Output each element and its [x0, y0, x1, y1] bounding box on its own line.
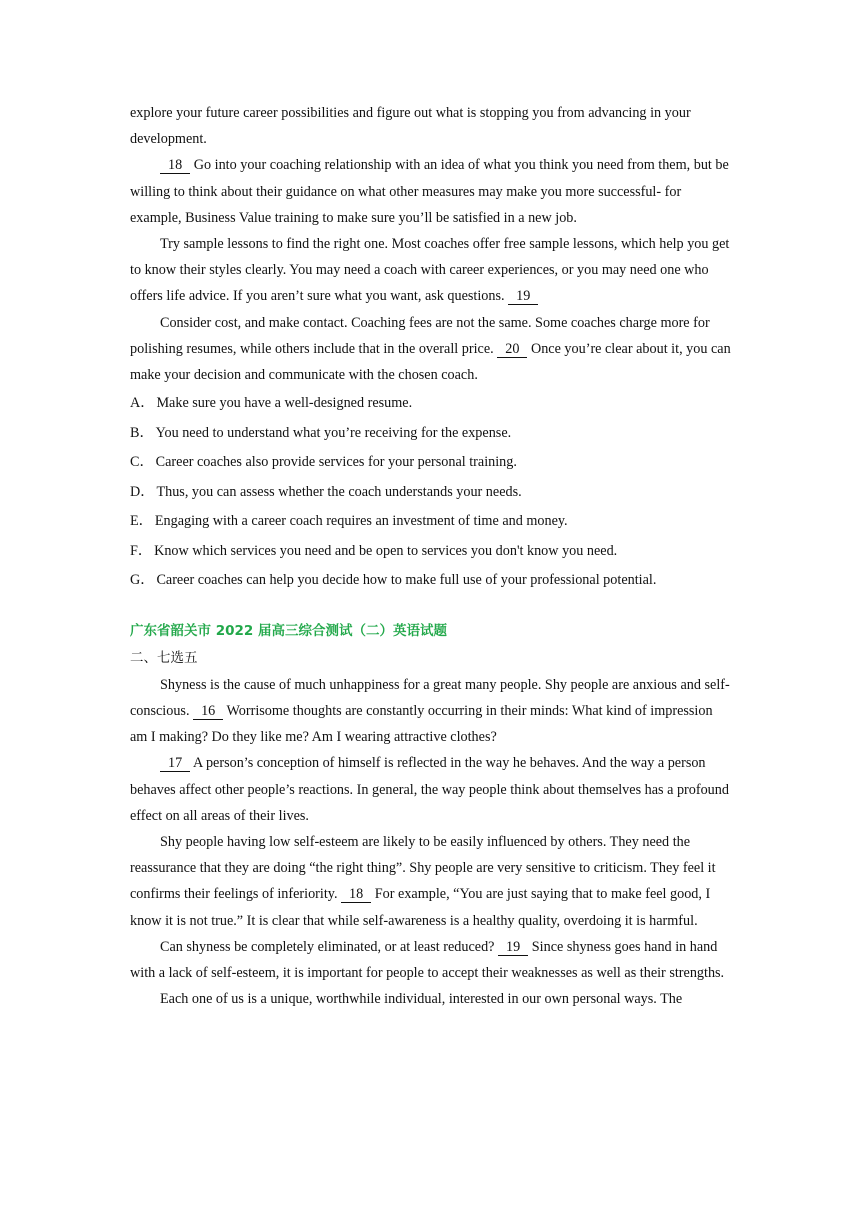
- option-letter: E．: [130, 513, 153, 530]
- paragraph-text-before: Can shyness be completely eliminated, or at least reduced?: [160, 938, 495, 955]
- option-e: [130, 507, 732, 537]
- option-text: Career coaches also provide services for your personal training.: [155, 454, 517, 471]
- option-letter: D．: [130, 483, 155, 500]
- paragraph-text: A person’s conception of himself is reflected in the way he behaves. And the way a person behaves affect other people’s reactions. In general, the way people think about themselves has a profound effect on all areas of their lives.: [130, 755, 729, 824]
- paragraph-text-before: Shy people having low self-esteem are likely to be easily influenced by others. They need the reassurance that they are doing “the right thing”. Shy people are very sensitive to criticism. They feel it confirms their feelings of inferiority.: [130, 833, 716, 903]
- paragraph-text: Go into your coaching relationship with an idea of what you think you need from them, but be willing to think about their guidance on what other measures may make you more successful- for example, Business Value training to make sure you’ll be satisfied in a new job.: [130, 157, 729, 226]
- option-c: [130, 448, 732, 478]
- option-letter: F．: [130, 542, 153, 559]
- blank-18: 18: [160, 157, 190, 174]
- option-letter: A．: [130, 395, 155, 412]
- paragraph-text-after: Worrisome thoughts are constantly occurring in their minds: What kind of impression am I making? Do they like me? Am I wearing attractive clothes?: [130, 702, 713, 746]
- option-letter: C．: [130, 454, 154, 471]
- blank-20: 20: [497, 341, 527, 358]
- paragraph-2-1: [130, 672, 732, 751]
- source-title: 广东省韶关市 2022 届高三综合测试（二）英语试题: [130, 622, 447, 639]
- paragraph-1-4: [130, 310, 732, 389]
- paragraph-2-3: [130, 829, 732, 934]
- section-heading: 二、七选五: [130, 649, 198, 666]
- option-text: Career coaches can help you decide how to make full use of your professional potential.: [156, 572, 657, 589]
- blank-18-b: 18: [341, 886, 371, 903]
- blank-17: 17: [160, 755, 190, 772]
- paragraph-text-after: Once you’re clear about it, you can make your decision and communicate with the chosen coach.: [130, 340, 731, 384]
- option-text: Engaging with a career coach requires an investment of time and money.: [154, 513, 568, 530]
- paragraph-2-4: [130, 934, 732, 986]
- paragraph-2-2: [130, 750, 732, 829]
- paragraph-text-after: For example, “You are just saying that to make feel good, I know it is not true.” It is clear that while self-awareness is a healthy quality, overdoing it is harmful.: [130, 886, 711, 929]
- paragraph-2-5: Each one of us is a unique, worthwhile individual, interested in our own personal ways. The: [160, 991, 683, 1008]
- paragraph-1-1: explore your future career possibilities and figure out what is stopping you from advancing in your development.: [130, 105, 691, 148]
- blank-19-b: 19: [498, 939, 528, 956]
- option-b: [130, 419, 732, 449]
- document-page: [130, 100, 732, 1012]
- option-letter: B．: [130, 424, 154, 441]
- paragraph-text-after: Since shyness goes hand in hand with a lack of self-esteem, it is important for people to accept their weaknesses as well as their strengths.: [130, 938, 725, 981]
- paragraph-1-2: [130, 152, 732, 231]
- option-text: Thus, you can assess whether the coach understands your needs.: [156, 483, 522, 500]
- paragraph-text-before: Consider cost, and make contact. Coaching fees are not the same. Some coaches charge more for polishing resumes, while others include that in the overall price.: [130, 314, 710, 357]
- blank-19: 19: [508, 288, 538, 305]
- option-text: You need to understand what you’re receiving for the expense.: [155, 424, 512, 441]
- option-g: [130, 566, 732, 596]
- option-text: Make sure you have a well-designed resume.: [156, 395, 413, 412]
- option-f: [130, 537, 732, 567]
- blank-16: 16: [193, 703, 223, 720]
- option-text: Know which services you need and be open to services you don't know you need.: [154, 542, 618, 559]
- options-list: [130, 389, 732, 596]
- option-d: [130, 478, 732, 508]
- paragraph-text: Try sample lessons to find the right one. Most coaches offer free sample lessons, which help you get to know their styles clearly. You may need a coach with career experiences, or you may need one who offers life advice. If you aren’t sure what you want, ask questions.: [130, 236, 730, 305]
- option-a: [130, 389, 732, 419]
- option-letter: G．: [130, 572, 155, 589]
- paragraph-1-3: [130, 231, 732, 310]
- paragraph-text-before: Shyness is the cause of much unhappiness for a great many people. Shy people are anxious and self-conscious.: [130, 676, 730, 719]
